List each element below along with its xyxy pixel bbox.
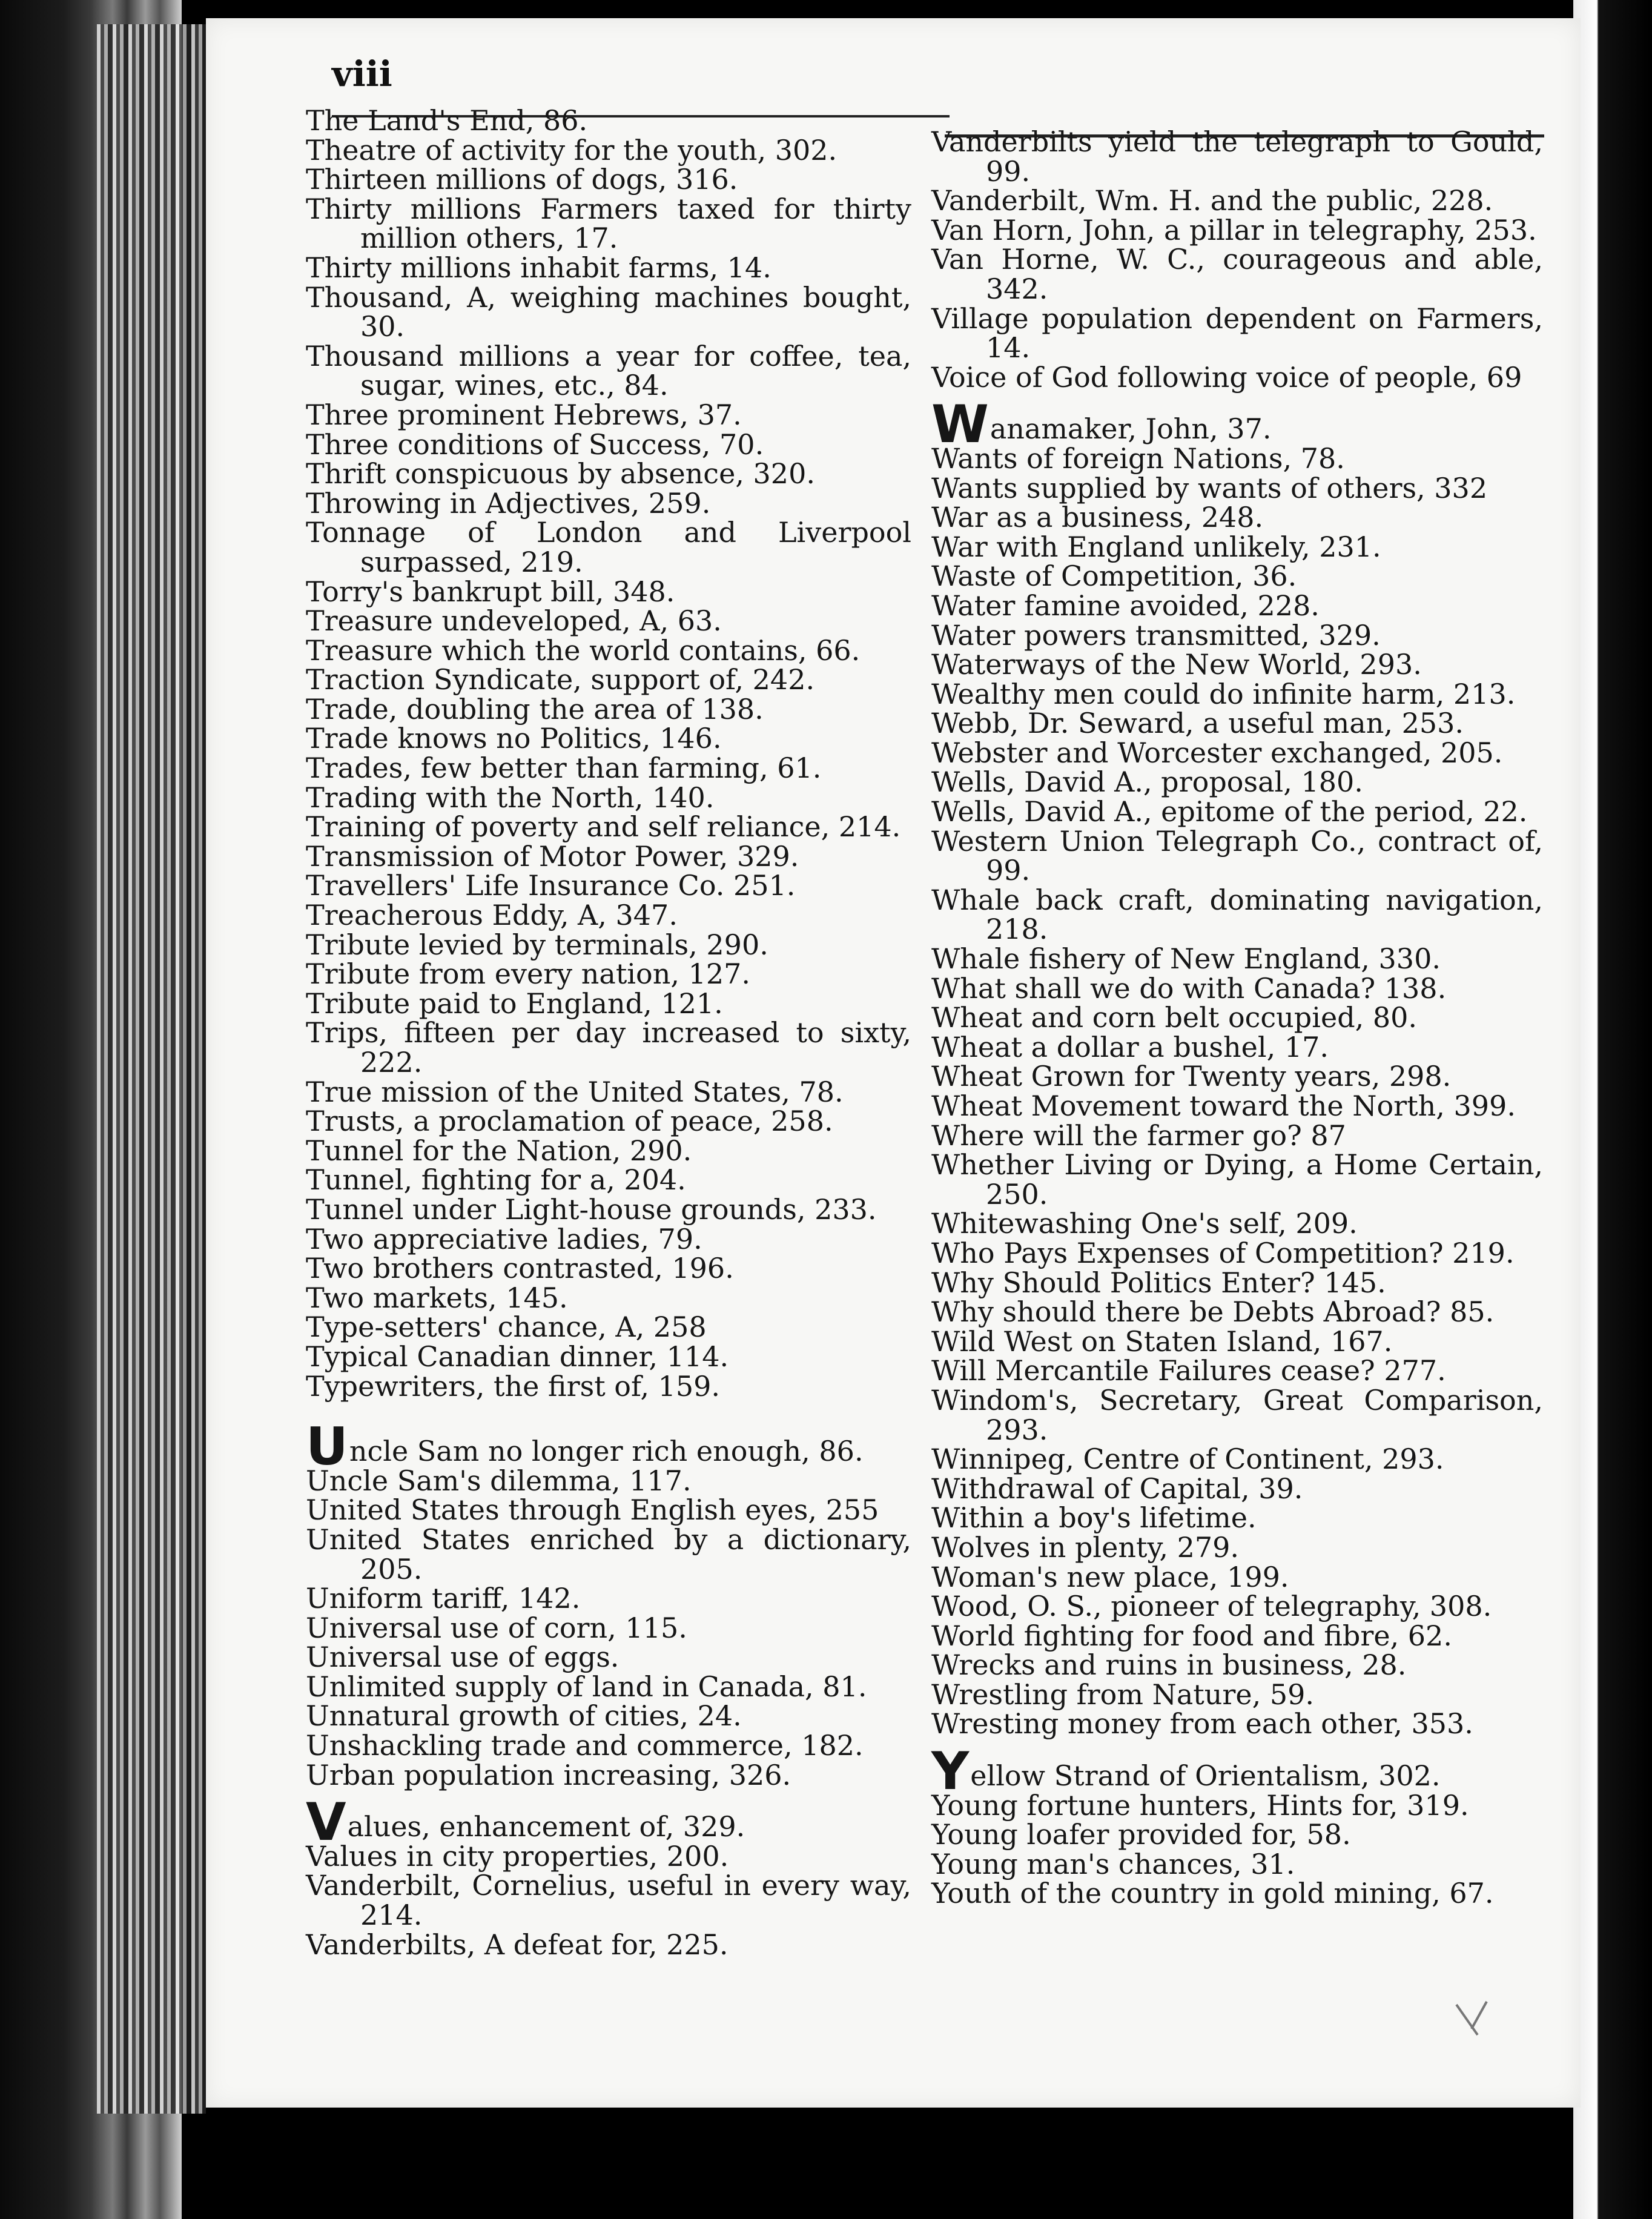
index-entry bbox=[306, 1283, 911, 1313]
index-entry-text: Typical Canadian dinner, 114. bbox=[306, 1340, 729, 1373]
index-entry bbox=[931, 1709, 1543, 1739]
index-entry-text: Waterways of the New World, 293. bbox=[931, 648, 1422, 681]
index-entry bbox=[931, 127, 1543, 186]
index-entry-text: Tribute from every nation, 127. bbox=[306, 957, 751, 991]
index-entry bbox=[931, 1003, 1543, 1033]
index-entry bbox=[306, 901, 911, 930]
index-entry-text: Whether Living or Dying, a Home Certain, 250. bbox=[931, 1148, 1543, 1211]
index-entry-text: Waste of Competition, 36. bbox=[931, 560, 1297, 593]
index-entry bbox=[931, 885, 1543, 944]
index-entry bbox=[306, 989, 911, 1019]
index-entry-text: Whale fishery of New England, 330. bbox=[931, 942, 1441, 976]
index-entry bbox=[931, 1820, 1543, 1850]
index-entry-text: Within a boy's lifetime. bbox=[931, 1501, 1257, 1535]
index-entry-text: Windom's, Secretary, Great Comparison, 293. bbox=[931, 1383, 1543, 1446]
index-entry bbox=[306, 430, 911, 460]
index-entry-text: Traction Syndicate, support of, 242. bbox=[306, 663, 815, 696]
index-entry-text: Throwing in Adjectives, 259. bbox=[306, 486, 711, 520]
index-entry bbox=[306, 1642, 911, 1672]
index-entry-text: Three conditions of Success, 70. bbox=[306, 428, 764, 461]
index-entry-text: Trips, fifteen per day increased to sixty, 222. bbox=[306, 1016, 911, 1079]
index-entry bbox=[306, 1930, 911, 1960]
index-entry-text: Water powers transmitted, 329. bbox=[931, 618, 1381, 652]
index-entry bbox=[306, 1672, 911, 1702]
index-entry bbox=[931, 709, 1543, 738]
index-entry bbox=[931, 1847, 1543, 1880]
index-entry-text: Type-setters' chance, A, 258 bbox=[306, 1311, 707, 1344]
index-entry bbox=[306, 577, 911, 607]
index-entry-text: Wheat and corn belt occupied, 80. bbox=[931, 1001, 1418, 1034]
index-entry-text: Universal use of corn, 115. bbox=[306, 1611, 687, 1644]
index-entry-text: Why Should Politics Enter? 145. bbox=[931, 1266, 1386, 1299]
index-entry-text: World fighting for food and fibre, 62. bbox=[931, 1619, 1452, 1652]
index-entry-text: Whale back craft, dominating navigation, 218. bbox=[931, 883, 1543, 946]
index-entry bbox=[306, 280, 911, 343]
index-entry bbox=[931, 1444, 1543, 1474]
index-entry-text: Tribute paid to England, 121. bbox=[306, 987, 723, 1020]
index-entry bbox=[306, 665, 911, 695]
index-entry-text: ellow Strand of Orientalism, 302. bbox=[970, 1759, 1441, 1793]
index-entry bbox=[931, 650, 1543, 680]
index-entry bbox=[931, 618, 1543, 652]
index-entry-text: Transmission of Motor Power, 329. bbox=[306, 839, 799, 873]
index-entry-text: Wood, O. S., pioneer of telegraphy, 308. bbox=[931, 1590, 1492, 1623]
index-entry-text: Values in city properties, 200. bbox=[306, 1839, 729, 1873]
index-entry bbox=[931, 561, 1543, 591]
index-entry bbox=[306, 486, 911, 520]
index-entry bbox=[931, 1474, 1543, 1504]
index-entry-text: anamaker, John, 37. bbox=[990, 412, 1272, 446]
index-entry-text: Winnipeg, Centre of Continent, 293. bbox=[931, 1443, 1444, 1476]
index-entry-text: Wells, David A., proposal, 180. bbox=[931, 766, 1363, 799]
index-entry-text: Thirteen millions of dogs, 316. bbox=[306, 163, 738, 196]
index-entry-text: Unnatural growth of cities, 24. bbox=[306, 1699, 742, 1733]
index-entry-text: Vanderbilts yield the telegraph to Gould, 99. bbox=[931, 125, 1543, 188]
index-entry bbox=[306, 1077, 911, 1107]
index-entry-text: Tunnel, fighting for a, 204. bbox=[306, 1163, 686, 1197]
index-entry-text: Water famine avoided, 228. bbox=[931, 589, 1320, 622]
index-entry bbox=[306, 459, 911, 489]
index-entry bbox=[931, 1030, 1543, 1063]
index-entry bbox=[306, 1254, 911, 1283]
index-entry-text: Typewriters, the first of, 159. bbox=[306, 1369, 721, 1403]
section-gap bbox=[306, 1401, 911, 1432]
index-entry bbox=[931, 1091, 1543, 1121]
index-entry-text: United States enriched by a dictionary, 205. bbox=[306, 1523, 911, 1586]
index-entry bbox=[931, 797, 1543, 827]
index-entry-text: Vanderbilt, Wm. H. and the public, 228. bbox=[931, 184, 1493, 217]
index-entry bbox=[931, 304, 1543, 363]
index-column-right bbox=[931, 127, 1543, 1908]
section-initial: W bbox=[931, 394, 989, 455]
index-entry-text: Village population dependent on Farmers, 14. bbox=[931, 302, 1543, 365]
section-gap bbox=[931, 1739, 1543, 1757]
index-entry bbox=[306, 812, 911, 842]
index-entry-text: Whitewashing One's self, 209. bbox=[931, 1207, 1358, 1240]
index-entry-text: Trades, few better than farming, 61. bbox=[306, 752, 822, 785]
index-entry bbox=[306, 783, 911, 813]
index-entry bbox=[306, 1495, 911, 1525]
index-entry bbox=[306, 1613, 911, 1643]
index-entry-text: Wants of foreign Nations, 78. bbox=[931, 441, 1345, 475]
index-entry bbox=[306, 871, 911, 901]
index-entry-text: Where will the farmer go? 87 bbox=[931, 1119, 1346, 1152]
index-entry bbox=[306, 1792, 911, 1853]
index-entry-text: Why should there be Debts Abroad? 85. bbox=[931, 1295, 1495, 1329]
index-entry bbox=[306, 1417, 911, 1478]
index-entry-text: Thousand millions a year for coffee, tea, sugar, wines, etc., 84. bbox=[306, 339, 911, 402]
index-entry bbox=[306, 930, 911, 960]
index-entry-text: True mission of the United States, 78. bbox=[306, 1075, 844, 1108]
index-entry-text: Thrift conspicuous by absence, 320. bbox=[306, 457, 815, 491]
index-entry bbox=[306, 1222, 911, 1255]
index-entry bbox=[306, 1731, 911, 1761]
index-entry-text: Trusts, a proclamation of peace, 258. bbox=[306, 1105, 833, 1138]
index-entry-text: Vanderbilts, A defeat for, 225. bbox=[306, 1928, 729, 1961]
index-entry-text: Treasure which the world contains, 66. bbox=[306, 633, 861, 667]
index-entry-text: Thirty millions Farmers taxed for thirty million others, 17. bbox=[306, 192, 911, 255]
page-edges bbox=[97, 24, 206, 2114]
index-entry bbox=[931, 532, 1543, 562]
index-entry-text: Treacherous Eddy, A, 347. bbox=[306, 899, 678, 932]
index-entry-text: Training of poverty and self reliance, 214. bbox=[306, 810, 901, 844]
index-entry-text: Three prominent Hebrews, 37. bbox=[306, 398, 742, 431]
index-entry bbox=[931, 1503, 1543, 1533]
index-entry bbox=[306, 1584, 911, 1613]
index-entry bbox=[931, 1879, 1543, 1908]
index-entry-text: Webb, Dr. Seward, a useful man, 253. bbox=[931, 707, 1464, 740]
index-entry bbox=[931, 1741, 1543, 1802]
index-entry bbox=[931, 1209, 1543, 1238]
index-entry bbox=[931, 591, 1543, 621]
index-entry bbox=[306, 133, 911, 167]
pencil-check-mark bbox=[1453, 1999, 1496, 2041]
index-entry bbox=[931, 824, 1543, 887]
index-entry-text: Voice of God following voice of people, 69 bbox=[931, 360, 1522, 394]
index-entry bbox=[931, 1680, 1543, 1710]
index-entry bbox=[931, 1650, 1543, 1680]
section-initial: U bbox=[306, 1417, 348, 1478]
index-entry bbox=[306, 1369, 911, 1403]
index-entry bbox=[306, 1342, 911, 1372]
index-entry bbox=[306, 1312, 911, 1342]
index-entry bbox=[306, 839, 911, 873]
index-entry bbox=[931, 1788, 1543, 1822]
index-entry bbox=[931, 186, 1543, 216]
index-entry-text: Two appreciative ladies, 79. bbox=[306, 1222, 702, 1255]
index-entry-text: Wheat a dollar a bushel, 17. bbox=[931, 1030, 1329, 1063]
index-entry-text: Youth of the country in gold mining, 67. bbox=[931, 1877, 1494, 1910]
index-entry bbox=[931, 1356, 1543, 1386]
index-entry-text: Withdrawal of Capital, 39. bbox=[931, 1472, 1303, 1505]
index-entry-text: Young fortune hunters, Hints for, 319. bbox=[931, 1788, 1469, 1822]
index-entry bbox=[306, 959, 911, 989]
index-entry bbox=[931, 394, 1543, 455]
index-entry-text: Theatre of activity for the youth, 302. bbox=[306, 133, 838, 167]
section-gap bbox=[306, 1790, 911, 1808]
section-gap bbox=[931, 392, 1543, 410]
index-entry bbox=[931, 1062, 1543, 1091]
index-entry-text: Wells, David A., epitome of the period, 22. bbox=[931, 795, 1528, 828]
index-entry-text: Western Union Telegraph Co., contract of, 99. bbox=[931, 824, 1543, 887]
index-entry bbox=[306, 1192, 911, 1226]
index-entry bbox=[306, 1466, 911, 1496]
index-entry-text: War as a business, 248. bbox=[931, 501, 1264, 534]
index-entry-text: Trade knows no Politics, 146. bbox=[306, 722, 722, 755]
index-entry bbox=[306, 1018, 911, 1077]
index-entry-text: alues, enhancement of, 329. bbox=[347, 1810, 745, 1844]
index-entry-text: Who Pays Expenses of Competition? 219. bbox=[931, 1236, 1515, 1269]
index-entry-text: Van Horn, John, a pillar in telegraphy, 253. bbox=[931, 213, 1537, 246]
index-entry-text: Tribute levied by terminals, 290. bbox=[306, 928, 768, 961]
right-page-edge bbox=[1573, 0, 1652, 2219]
index-entry bbox=[306, 753, 911, 783]
index-entry bbox=[306, 106, 911, 136]
section-initial: Y bbox=[931, 1741, 970, 1802]
index-entry bbox=[306, 1701, 911, 1731]
index-entry bbox=[931, 1238, 1543, 1268]
index-entry-text: Wrecks and ruins in business, 28. bbox=[931, 1649, 1407, 1682]
index-entry bbox=[931, 1530, 1543, 1564]
index-entry-text: Unlimited supply of land in Canada, 81. bbox=[306, 1670, 867, 1703]
index-entry-text: The Land's End, 86. bbox=[306, 104, 588, 137]
index-entry bbox=[306, 165, 911, 194]
index-entry bbox=[931, 677, 1543, 710]
index-entry bbox=[931, 1560, 1543, 1593]
index-entry bbox=[306, 633, 911, 667]
index-entry-text: Torry's bankrupt bill, 348. bbox=[306, 575, 675, 608]
index-entry-text: Wheat Movement toward the North, 399. bbox=[931, 1090, 1516, 1122]
index-entry-text: Woman's new place, 199. bbox=[931, 1560, 1289, 1593]
index-entry-text: Tunnel for the Nation, 290. bbox=[306, 1134, 692, 1167]
index-entry-text: Van Horne, W. C., courageous and able, 342. bbox=[931, 243, 1543, 305]
index-entry-text: Tunnel under Light-house grounds, 233. bbox=[306, 1192, 877, 1226]
index-entry-text: Wealthy men could do infinite harm, 213. bbox=[931, 677, 1516, 710]
index-entry-text: Wants supplied by wants of others, 332 bbox=[931, 471, 1488, 504]
index-entry bbox=[931, 767, 1543, 797]
index-entry bbox=[931, 1383, 1543, 1446]
index-entry bbox=[306, 1165, 911, 1195]
index-entry-text: Urban population increasing, 326. bbox=[306, 1758, 791, 1791]
index-entry-text: Trading with the North, 140. bbox=[306, 781, 715, 814]
index-entry bbox=[306, 724, 911, 753]
index-entry bbox=[931, 503, 1543, 532]
index-entry-text: Two brothers contrasted, 196. bbox=[306, 1252, 734, 1285]
index-entry-text: Universal use of eggs. bbox=[306, 1641, 620, 1674]
index-column-left bbox=[306, 106, 911, 1959]
index-entry bbox=[306, 1758, 911, 1791]
index-entry bbox=[931, 971, 1543, 1005]
index-entry-text: Uniform tariff, 142. bbox=[306, 1582, 581, 1615]
index-entry-text: Young man's chances, 31. bbox=[931, 1847, 1295, 1880]
index-entry bbox=[306, 518, 911, 577]
index-entry bbox=[931, 1297, 1543, 1327]
index-entry-text: Treasure undeveloped, A, 63. bbox=[306, 604, 722, 638]
index-entry-text: Unshackling trade and commerce, 182. bbox=[306, 1729, 864, 1762]
index-entry bbox=[931, 1621, 1543, 1651]
index-entry-text: Tonnage of London and Liverpool surpassed, 219. bbox=[306, 516, 911, 578]
index-entry-text: Travellers' Life Insurance Co. 251. bbox=[306, 869, 796, 902]
index-entry-text: United States through English eyes, 255 bbox=[306, 1493, 879, 1527]
index-entry-text: Uncle Sam's dilemma, 117. bbox=[306, 1464, 692, 1497]
index-entry-text: Webster and Worcester exchanged, 205. bbox=[931, 736, 1503, 769]
index-entry bbox=[306, 1525, 911, 1584]
index-entry bbox=[931, 1592, 1543, 1621]
index-entry bbox=[306, 400, 911, 430]
index-entry bbox=[931, 245, 1543, 303]
page-number: viii bbox=[332, 53, 392, 94]
index-entry-text: Thirty millions inhabit farms, 14. bbox=[306, 251, 771, 284]
index-entry-text: Trade, doubling the area of 138. bbox=[306, 692, 764, 726]
index-entry-text: Wolves in plenty, 279. bbox=[931, 1530, 1239, 1564]
index-entry bbox=[931, 1150, 1543, 1209]
index-entry bbox=[306, 1106, 911, 1136]
index-entry-text: Will Mercantile Failures cease? 277. bbox=[931, 1354, 1446, 1387]
index-entry-text: Wheat Grown for Twenty years, 298. bbox=[931, 1060, 1452, 1093]
index-entry bbox=[306, 194, 911, 253]
index-entry-text: ncle Sam no longer rich enough, 86. bbox=[349, 1435, 864, 1468]
index-entry bbox=[306, 1839, 911, 1873]
index-entry bbox=[306, 1136, 911, 1166]
index-entry-text: War with England unlikely, 231. bbox=[931, 530, 1381, 563]
index-entry bbox=[931, 1268, 1543, 1298]
index-entry bbox=[931, 213, 1543, 246]
index-entry bbox=[931, 1324, 1543, 1358]
index-entry-text: Young loafer provided for, 58. bbox=[931, 1818, 1351, 1851]
section-initial: V bbox=[306, 1792, 346, 1853]
index-entry bbox=[931, 944, 1543, 974]
index-entry-text: Vanderbilt, Cornelius, useful in every way, 214. bbox=[306, 1869, 911, 1932]
index-entry bbox=[306, 339, 911, 402]
index-entry bbox=[931, 441, 1543, 475]
index-entry-text: Thousand, A, weighing machines bought, 30. bbox=[306, 280, 911, 343]
index-entry bbox=[931, 738, 1543, 768]
index-entry bbox=[306, 253, 911, 283]
index-entry-text: What shall we do with Canada? 138. bbox=[931, 971, 1447, 1005]
index-entry bbox=[306, 606, 911, 636]
index-entry bbox=[931, 360, 1543, 394]
index-entry-text: Wild West on Staten Island, 167. bbox=[931, 1324, 1393, 1358]
index-entry-text: Wresting money from each other, 353. bbox=[931, 1707, 1473, 1741]
index-entry-text: Wrestling from Nature, 59. bbox=[931, 1678, 1314, 1711]
index-entry bbox=[931, 471, 1543, 504]
index-entry bbox=[931, 1121, 1543, 1151]
index-entry-text: Two markets, 145. bbox=[306, 1281, 568, 1314]
index-entry bbox=[306, 1871, 911, 1930]
index-entry bbox=[306, 692, 911, 726]
